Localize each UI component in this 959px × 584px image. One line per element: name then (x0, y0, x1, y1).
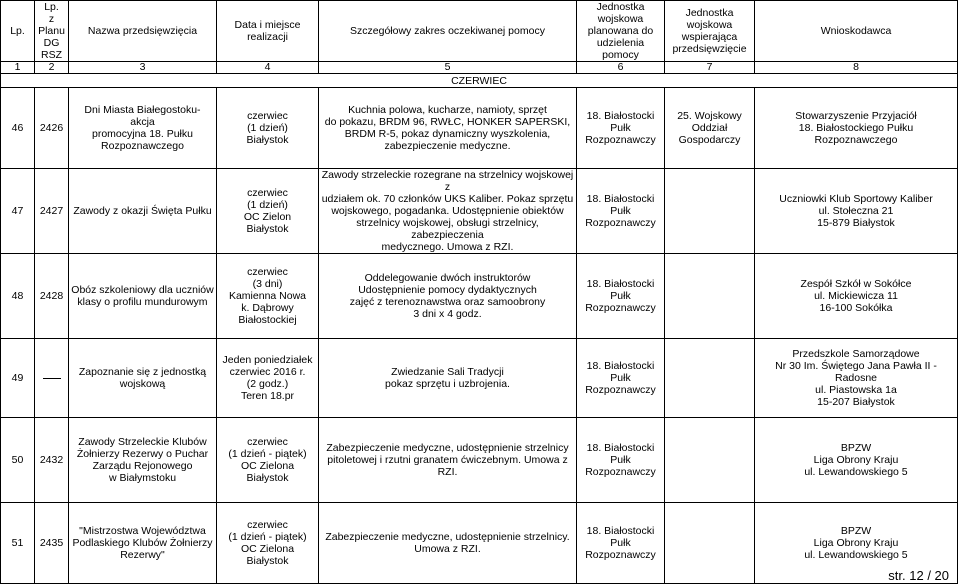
col-number: 3 (69, 62, 217, 74)
col-number: 1 (1, 62, 35, 74)
row-lp: 46 (1, 88, 35, 169)
header-unit-support: Jednostka wojskowa wspierająca przedsięwzięcie (665, 1, 755, 62)
row-date-place: czerwiec (1 dzień) Białystok (217, 88, 319, 169)
table-row (1, 339, 958, 418)
section-row (1, 74, 958, 88)
row-rsz: 2428 (35, 254, 69, 339)
col-number: 4 (217, 62, 319, 74)
row-rsz: 2435 (35, 503, 69, 584)
row-unit-support (665, 254, 755, 339)
section-title: CZERWIEC (1, 74, 958, 88)
row-unit-support: 25. Wojskowy Oddział Gospodarczy (665, 88, 755, 169)
row-date-place: czerwiec (1 dzień - piątek) OC Zielona Białystok (217, 503, 319, 584)
header-applicant: Wnioskodawca (755, 1, 958, 62)
row-unit-support (665, 169, 755, 254)
col-number: 5 (319, 62, 577, 74)
page-number: str. 12 / 20 (888, 568, 949, 583)
row-scope: Zawody strzeleckie rozegrane na strzelnicy wojskowej z udziałem ok. 70 członków UKS Kaliber. Pokaz sprzętu wojskowego, pogadanka. Udostępnienie obiektów strzelnicy wojskowej, obsługi strzelnicy, zabezpieczenia medycznego. Umowa z RZI. (319, 169, 577, 254)
row-applicant: Stowarzyszenie Przyjaciół 18. Białostockiego Pułku Rozpoznawczego (755, 88, 958, 169)
row-unit-support (665, 503, 755, 584)
row-lp: 49 (1, 339, 35, 418)
row-unit-support (665, 418, 755, 503)
empty-dash (43, 378, 61, 379)
row-rsz: 2427 (35, 169, 69, 254)
row-rsz: 2432 (35, 418, 69, 503)
header-unit-planned: Jednostka wojskowa planowana do udzielenia pomocy (577, 1, 665, 62)
table-row (1, 418, 958, 503)
row-unit-planned: 18. Białostocki Pułk Rozpoznawczy (577, 503, 665, 584)
row-lp: 50 (1, 418, 35, 503)
row-unit-planned: 18. Białostocki Pułk Rozpoznawczy (577, 169, 665, 254)
header-lp: Lp. (1, 1, 35, 62)
row-unit-planned: 18. Białostocki Pułk Rozpoznawczy (577, 254, 665, 339)
row-applicant: BPZW Liga Obrony Kraju ul. Lewandowskiego 5 (755, 418, 958, 503)
row-applicant: BPZW Liga Obrony Kraju ul. Lewandowskiego 5 (755, 503, 958, 584)
header-name: Nazwa przedsięwzięcia (69, 1, 217, 62)
row-name: Dni Miasta Białegostoku- akcja promocyjna 18. Pułku Rozpoznawczego (69, 88, 217, 169)
row-lp: 47 (1, 169, 35, 254)
row-lp: 51 (1, 503, 35, 584)
row-scope: Zwiedzanie Sali Tradycji pokaz sprzętu i uzbrojenia. (319, 339, 577, 418)
row-rsz: 2426 (35, 88, 69, 169)
table-row (1, 169, 958, 254)
row-applicant: Przedszkole Samorządowe Nr 30 Im. Świętego Jana Pawła II - Radosne ul. Piastowska 1a 15-207 Białystok (755, 339, 958, 418)
row-name: Zapoznanie się z jednostką wojskową (69, 339, 217, 418)
row-name: Obóz szkoleniowy dla uczniów klasy o profilu mundurowym (69, 254, 217, 339)
column-number-row (1, 62, 958, 74)
col-number: 8 (755, 62, 958, 74)
row-applicant: Uczniowki Klub Sportowy Kaliber ul. Stołeczna 21 15-879 Białystok (755, 169, 958, 254)
row-lp: 48 (1, 254, 35, 339)
col-number: 7 (665, 62, 755, 74)
col-number: 6 (577, 62, 665, 74)
row-date-place: czerwiec (3 dni) Kamienna Nowa k. Dąbrowy Białostockiej (217, 254, 319, 339)
table-row (1, 503, 958, 584)
header-date-place: Data i miejsce realizacji (217, 1, 319, 62)
row-name: Zawody z okazji Święta Pułku (69, 169, 217, 254)
row-applicant: Zespół Szkół w Sokółce ul. Mickiewicza 11 16-100 Sokółka (755, 254, 958, 339)
row-scope: Kuchnia polowa, kucharze, namioty, sprzęt do pokazu, BRDM 96, RWŁC, HONKER SAPERSKI, BRDM R-5, pokaz dynamiczny wyszkolenia, zabezpieczenie medyczne. (319, 88, 577, 169)
row-scope: Oddelegowanie dwóch instruktorów Udostępnienie pomocy dydaktycznych zajęć z terenoznawstwa oraz samoobrony 3 dni x 4 godz. (319, 254, 577, 339)
table-row (1, 88, 958, 169)
table-row (1, 254, 958, 339)
row-unit-planned: 18. Białostocki Pułk Rozpoznawczy (577, 339, 665, 418)
col-number: 2 (35, 62, 69, 74)
row-date-place: Jeden poniedziałek czerwiec 2016 r. (2 godz.) Teren 18.pr (217, 339, 319, 418)
row-unit-support (665, 339, 755, 418)
header-lp-rsz: Lp. z Planu DG RSZ (35, 1, 69, 62)
row-unit-planned: 18. Białostocki Pułk Rozpoznawczy (577, 88, 665, 169)
row-unit-planned: 18. Białostocki Pułk Rozpoznawczy (577, 418, 665, 503)
row-rsz (35, 339, 69, 418)
row-name: Zawody Strzeleckie Klubów Żołnierzy Rezerwy o Puchar Zarządu Rejonowego w Białymstoku (69, 418, 217, 503)
row-date-place: czerwiec (1 dzień - piątek) OC Zielona Białystok (217, 418, 319, 503)
row-name: "Mistrzostwa Województwa Podlaskiego Klubów Żołnierzy Rezerwy" (69, 503, 217, 584)
row-date-place: czerwiec (1 dzień) OC Zielon Białystok (217, 169, 319, 254)
row-scope: Zabezpieczenie medyczne, udostępnienie strzelnicy. Umowa z RZI. (319, 503, 577, 584)
header-scope: Szczegółowy zakres oczekiwanej pomocy (319, 1, 577, 62)
header-row (1, 1, 958, 62)
row-scope: Zabezpieczenie medyczne, udostępnienie strzelnicy pitoletowej i rzutni granatem ćwiczebnym. Umowa z RZI. (319, 418, 577, 503)
